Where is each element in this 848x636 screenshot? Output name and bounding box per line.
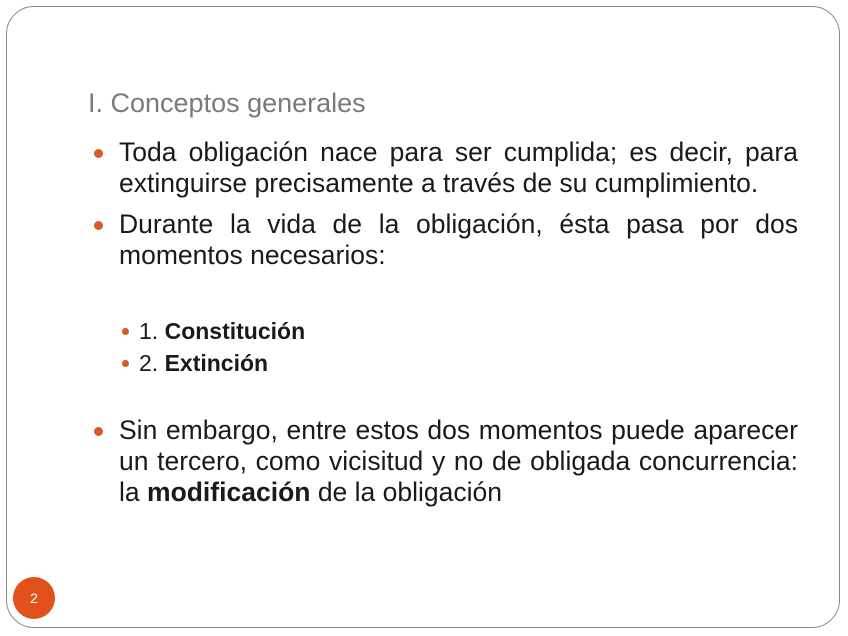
slide-content xyxy=(92,137,798,508)
sub-bullet-term: Constitución xyxy=(164,318,306,344)
bullet-dot-icon xyxy=(94,221,103,230)
bullet-text-bold: modificación xyxy=(147,477,311,507)
bullet-item xyxy=(92,137,798,199)
bullet-text-after: de la obligación xyxy=(310,477,502,507)
sub-bullet-number: 2. xyxy=(139,350,165,376)
bullet-dot-icon xyxy=(122,360,129,367)
sub-bullet-term: Extinción xyxy=(164,350,269,376)
bullet-item xyxy=(92,209,798,271)
slide-title: I. Conceptos generales xyxy=(88,88,366,118)
page-number-badge: 2 xyxy=(13,577,55,619)
sub-bullet-item xyxy=(122,315,798,347)
bullet-text: Toda obligación nace para ser cumplida; es decir, para extinguirse precisamente a través de su cumplimiento. xyxy=(119,137,798,198)
bullet-text: Durante la vida de la obligación, ésta pasa por dos momentos necesarios: xyxy=(119,209,798,270)
sub-bullet-number: 1. xyxy=(139,318,165,344)
bullet-dot-icon xyxy=(122,328,129,335)
sub-bullet-item xyxy=(122,347,798,379)
bullet-dot-icon xyxy=(94,149,103,158)
bullet-text-before: Sin embargo, entre estos dos momentos puede aparecer un tercero, como vicisitud y no de obligada concurrencia: la xyxy=(119,415,798,507)
bullet-dot-icon xyxy=(94,427,103,436)
sub-bullet-list xyxy=(122,315,798,379)
bullet-item xyxy=(92,415,798,508)
